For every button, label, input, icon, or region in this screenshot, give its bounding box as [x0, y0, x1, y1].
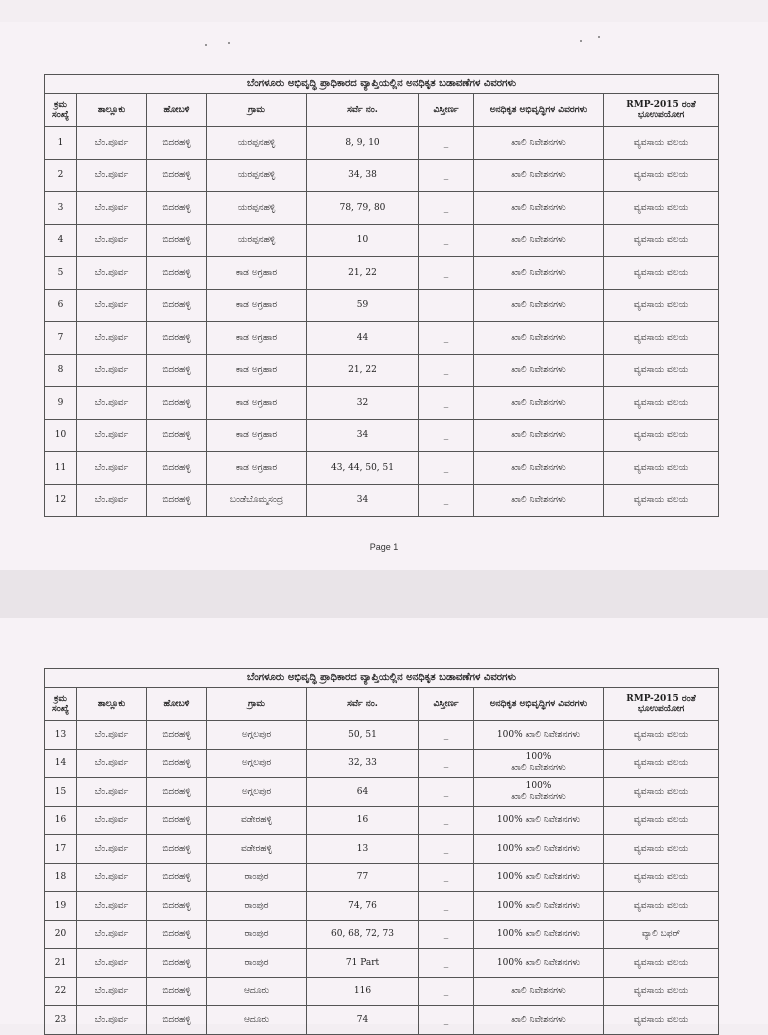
cell-taluk: ಬೆಂ.ಪೂರ್ವ: [77, 749, 147, 778]
cell-hobli: ಬಿದರಹಳ್ಳಿ: [147, 863, 207, 892]
cell-extent: _: [419, 192, 474, 225]
table-row: [45, 484, 719, 517]
cell-hobli: ಬಿದರಹಳ್ಳಿ: [147, 920, 207, 949]
cell-development-details: ಖಾಲಿ ನಿವೇಶನಗಳು: [474, 322, 604, 355]
cell-taluk: ಬೆಂ.ಪೂರ್ವ: [77, 159, 147, 192]
cell-hobli: ಬಿದರಹಳ್ಳಿ: [147, 721, 207, 750]
cell-extent: _: [419, 721, 474, 750]
layouts-table-page-2: [44, 668, 719, 1035]
cell-development-details: 100% ಖಾಲಿ ನಿವೇಶನಗಳು: [474, 721, 604, 750]
header-village: ಗ್ರಾಮ: [207, 94, 307, 127]
table-row: [45, 977, 719, 1006]
cell-extent: _: [419, 949, 474, 978]
cell-village: ರಾಂಪುರ: [207, 892, 307, 921]
cell-hobli: ಬಿದರಹಳ್ಳಿ: [147, 892, 207, 921]
cell-hobli: ಬಿದರಹಳ್ಳಿ: [147, 778, 207, 807]
cell-taluk: ಬೆಂ.ಪೂರ್ವ: [77, 257, 147, 290]
cell-taluk: ಬೆಂ.ಪೂರ್ವ: [77, 419, 147, 452]
cell-survey-no: 64: [307, 778, 419, 807]
cell-serial-no: 23: [45, 1006, 77, 1035]
cell-survey-no: 116: [307, 977, 419, 1006]
header-serial-no: ಕ್ರಮ ಸಂಖ್ಯೆ: [45, 94, 77, 127]
cell-survey-no: 60, 68, 72, 73: [307, 920, 419, 949]
cell-serial-no: 4: [45, 224, 77, 257]
cell-survey-no: 50, 51: [307, 721, 419, 750]
cell-extent: _: [419, 806, 474, 835]
table-title: ಬೆಂಗಳೂರು ಅಭಿವೃದ್ಧಿ ಪ್ರಾಧಿಕಾರದ ವ್ಯಾಪ್ತಿಯಲ್ಲಿನ ಅನಧಿಕೃತ ಬಡಾವಣೆಗಳ ವಿವರಗಳು: [45, 669, 719, 688]
cell-serial-no: 16: [45, 806, 77, 835]
cell-extent: [419, 289, 474, 322]
cell-land-use: ವ್ಯವಸಾಯ ವಲಯ: [604, 289, 719, 322]
cell-serial-no: 14: [45, 749, 77, 778]
table-row: [45, 778, 719, 807]
table-row: [45, 892, 719, 921]
cell-land-use: ವ್ಯವಸಾಯ ವಲಯ: [604, 192, 719, 225]
cell-land-use: ವ್ಯವಸಾಯ ವಲಯ: [604, 749, 719, 778]
cell-land-use: ವ್ಯವಸಾಯ ವಲಯ: [604, 949, 719, 978]
cell-development-details: ಖಾಲಿ ನಿವೇಶನಗಳು: [474, 419, 604, 452]
cell-hobli: ಬಿದರಹಳ್ಳಿ: [147, 749, 207, 778]
cell-land-use: ವ್ಯವಸಾಯ ವಲಯ: [604, 977, 719, 1006]
cell-development-details: 100% ಖಾಲಿ ನಿವೇಶನಗಳು: [474, 949, 604, 978]
table-row: [45, 224, 719, 257]
cell-serial-no: 21: [45, 949, 77, 978]
table-row: [45, 387, 719, 420]
table-row: [45, 159, 719, 192]
cell-taluk: ಬೆಂ.ಪೂರ್ವ: [77, 127, 147, 160]
cell-serial-no: 5: [45, 257, 77, 290]
cell-taluk: ಬೆಂ.ಪೂರ್ವ: [77, 778, 147, 807]
cell-extent: _: [419, 257, 474, 290]
cell-serial-no: 11: [45, 452, 77, 485]
cell-taluk: ಬೆಂ.ಪೂರ್ವ: [77, 322, 147, 355]
page-number: Page 1: [369, 542, 399, 552]
cell-extent: _: [419, 863, 474, 892]
table-row: [45, 322, 719, 355]
cell-extent: _: [419, 322, 474, 355]
cell-survey-no: 74, 76: [307, 892, 419, 921]
cell-village: ಅಗ್ಗಲಪುರ: [207, 749, 307, 778]
scanned-page-2: [0, 618, 768, 1024]
cell-taluk: ಬೆಂ.ಪೂರ್ವ: [77, 387, 147, 420]
cell-survey-no: 13: [307, 835, 419, 864]
cell-taluk: ಬೆಂ.ಪೂರ್ವ: [77, 224, 147, 257]
cell-hobli: ಬಿದರಹಳ್ಳಿ: [147, 484, 207, 517]
cell-village: ಆದೂರು: [207, 1006, 307, 1035]
header-land-use: RMP-2015 ರಂತೆ ಭೂಉಪಯೋಗ: [604, 94, 719, 127]
header-survey-no: ಸರ್ವೆ ನಂ.: [307, 688, 419, 721]
cell-survey-no: 10: [307, 224, 419, 257]
cell-village: ಯರಪ್ಪನಹಳ್ಳಿ: [207, 224, 307, 257]
cell-hobli: ಬಿದರಹಳ್ಳಿ: [147, 354, 207, 387]
cell-extent: _: [419, 419, 474, 452]
cell-hobli: ಬಿದರಹಳ್ಳಿ: [147, 1006, 207, 1035]
cell-land-use: ವ್ಯವಸಾಯ ವಲಯ: [604, 322, 719, 355]
cell-serial-no: 1: [45, 127, 77, 160]
cell-survey-no: 43, 44, 50, 51: [307, 452, 419, 485]
cell-development-details: 100% ಖಾಲಿ ನಿವೇಶನಗಳು: [474, 892, 604, 921]
cell-serial-no: 15: [45, 778, 77, 807]
cell-development-details: ಖಾಲಿ ನಿವೇಶನಗಳು: [474, 127, 604, 160]
cell-land-use: ವ್ಯವಸಾಯ ವಲಯ: [604, 835, 719, 864]
cell-development-details: ಖಾಲಿ ನಿವೇಶನಗಳು: [474, 977, 604, 1006]
table-row: [45, 289, 719, 322]
cell-village: ಯರಪ್ಪನಹಳ್ಳಿ: [207, 192, 307, 225]
table-row: [45, 452, 719, 485]
cell-taluk: ಬೆಂ.ಪೂರ್ವ: [77, 863, 147, 892]
cell-development-details: 100% ಖಾಲಿ ನಿವೇಶನಗಳು: [474, 806, 604, 835]
cell-serial-no: 13: [45, 721, 77, 750]
cell-serial-no: 12: [45, 484, 77, 517]
cell-taluk: ಬೆಂ.ಪೂರ್ವ: [77, 806, 147, 835]
cell-extent: _: [419, 1006, 474, 1035]
cell-village: ಕಾಡ ಅಗ್ರಹಾರ: [207, 257, 307, 290]
cell-survey-no: 74: [307, 1006, 419, 1035]
cell-village: ಯರಪ್ಪನಹಳ್ಳಿ: [207, 159, 307, 192]
page-gap: [0, 570, 768, 618]
table-title: ಬೆಂಗಳೂರು ಅಭಿವೃದ್ಧಿ ಪ್ರಾಧಿಕಾರದ ವ್ಯಾಪ್ತಿಯಲ್ಲಿನ ಅನಧಿಕೃತ ಬಡಾವಣೆಗಳ ವಿವರಗಳು: [45, 75, 719, 94]
cell-extent: _: [419, 977, 474, 1006]
cell-taluk: ಬೆಂ.ಪೂರ್ವ: [77, 920, 147, 949]
cell-village: ವಡೇರಹಳ್ಳಿ: [207, 835, 307, 864]
cell-serial-no: 6: [45, 289, 77, 322]
cell-village: ಕಾಡ ಅಗ್ರಹಾರ: [207, 289, 307, 322]
cell-taluk: ಬೆಂ.ಪೂರ್ವ: [77, 1006, 147, 1035]
cell-development-details: ಖಾಲಿ ನಿವೇಶನಗಳು: [474, 224, 604, 257]
cell-survey-no: 34: [307, 419, 419, 452]
cell-development-details: 100% ಖಾಲಿ ನಿವೇಶನಗಳು: [474, 835, 604, 864]
table-row: [45, 721, 719, 750]
cell-survey-no: 77: [307, 863, 419, 892]
cell-extent: _: [419, 778, 474, 807]
cell-land-use: ವ್ಯವಸಾಯ ವಲಯ: [604, 1006, 719, 1035]
header-extent: ವಿಸ್ತೀರ್ಣ: [419, 688, 474, 721]
cell-village: ಯರಪ್ಪನಹಳ್ಳಿ: [207, 127, 307, 160]
cell-survey-no: 59: [307, 289, 419, 322]
cell-village: ಅಗ್ಗಲಪುರ: [207, 778, 307, 807]
cell-survey-no: 32: [307, 387, 419, 420]
header-serial-no: ಕ್ರಮ ಸಂಖ್ಯೆ: [45, 688, 77, 721]
cell-hobli: ಬಿದರಹಳ್ಳಿ: [147, 806, 207, 835]
header-development-details: ಅನಧಿಕೃತ ಅಭಿವೃದ್ಧಿಗಳ ವಿವರಗಳು: [474, 688, 604, 721]
cell-extent: _: [419, 749, 474, 778]
cell-land-use: ವ್ಯವಸಾಯ ವಲಯ: [604, 778, 719, 807]
cell-village: ವಡೇರಹಳ್ಳಿ: [207, 806, 307, 835]
cell-extent: _: [419, 127, 474, 160]
cell-development-details: ಖಾಲಿ ನಿವೇಶನಗಳು: [474, 354, 604, 387]
table-row: [45, 749, 719, 778]
cell-land-use: ವ್ಯಾಲಿ ಬಫರ್: [604, 920, 719, 949]
cell-serial-no: 19: [45, 892, 77, 921]
cell-survey-no: 21, 22: [307, 257, 419, 290]
header-hobli: ಹೋಬಳಿ: [147, 688, 207, 721]
cell-development-details: ಖಾಲಿ ನಿವೇಶನಗಳು: [474, 484, 604, 517]
cell-land-use: ವ್ಯವಸಾಯ ವಲಯ: [604, 484, 719, 517]
cell-serial-no: 8: [45, 354, 77, 387]
scan-speck: [228, 42, 230, 44]
cell-serial-no: 2: [45, 159, 77, 192]
cell-development-details: ಖಾಲಿ ನಿವೇಶನಗಳು: [474, 452, 604, 485]
cell-hobli: ಬಿದರಹಳ್ಳಿ: [147, 419, 207, 452]
table-row: [45, 835, 719, 864]
scan-speck: [205, 44, 207, 46]
cell-extent: _: [419, 452, 474, 485]
table-row: [45, 192, 719, 225]
cell-extent: _: [419, 835, 474, 864]
cell-survey-no: 34, 38: [307, 159, 419, 192]
cell-development-details: 100% ಖಾಲಿ ನಿವೇಶನಗಳು: [474, 863, 604, 892]
table-row: [45, 419, 719, 452]
table-row: [45, 257, 719, 290]
cell-survey-no: 34: [307, 484, 419, 517]
cell-serial-no: 3: [45, 192, 77, 225]
cell-village: ರಾಂಪುರ: [207, 920, 307, 949]
scanned-page-1: [0, 22, 768, 570]
cell-land-use: ವ್ಯವಸಾಯ ವಲಯ: [604, 892, 719, 921]
cell-extent: _: [419, 224, 474, 257]
cell-village: ರಾಂಪುರ: [207, 863, 307, 892]
cell-serial-no: 9: [45, 387, 77, 420]
cell-land-use: ವ್ಯವಸಾಯ ವಲಯ: [604, 257, 719, 290]
cell-taluk: ಬೆಂ.ಪೂರ್ವ: [77, 289, 147, 322]
cell-village: ಕಾಡ ಅಗ್ರಹಾರ: [207, 387, 307, 420]
cell-survey-no: 44: [307, 322, 419, 355]
cell-hobli: ಬಿದರಹಳ್ಳಿ: [147, 977, 207, 1006]
cell-extent: _: [419, 354, 474, 387]
cell-survey-no: 78, 79, 80: [307, 192, 419, 225]
cell-extent: _: [419, 159, 474, 192]
header-extent: ವಿಸ್ತೀರ್ಣ: [419, 94, 474, 127]
cell-extent: _: [419, 920, 474, 949]
cell-land-use: ವ್ಯವಸಾಯ ವಲಯ: [604, 452, 719, 485]
cell-serial-no: 20: [45, 920, 77, 949]
cell-serial-no: 10: [45, 419, 77, 452]
cell-survey-no: 16: [307, 806, 419, 835]
cell-development-details: ಖಾಲಿ ನಿವೇಶನಗಳು: [474, 159, 604, 192]
header-land-use: RMP-2015 ರಂತೆ ಭೂಉಪಯೋಗ: [604, 688, 719, 721]
cell-development-details: ಖಾಲಿ ನಿವೇಶನಗಳು: [474, 257, 604, 290]
cell-land-use: ವ್ಯವಸಾಯ ವಲಯ: [604, 387, 719, 420]
cell-village: ರಾಂಪುರ: [207, 949, 307, 978]
cell-village: ಕಾಡ ಅಗ್ರಹಾರ: [207, 452, 307, 485]
layouts-table-page-1: [44, 74, 719, 517]
cell-extent: _: [419, 484, 474, 517]
cell-survey-no: 8, 9, 10: [307, 127, 419, 160]
cell-hobli: ಬಿದರಹಳ್ಳಿ: [147, 835, 207, 864]
header-village: ಗ್ರಾಮ: [207, 688, 307, 721]
cell-village: ಕಾಡ ಅಗ್ರಹಾರ: [207, 419, 307, 452]
cell-hobli: ಬಿದರಹಳ್ಳಿ: [147, 127, 207, 160]
cell-land-use: ವ್ಯವಸಾಯ ವಲಯ: [604, 806, 719, 835]
scan-speck: [580, 40, 582, 42]
cell-taluk: ಬೆಂ.ಪೂರ್ವ: [77, 892, 147, 921]
cell-serial-no: 17: [45, 835, 77, 864]
cell-survey-no: 32, 33: [307, 749, 419, 778]
header-survey-no: ಸರ್ವೆ ನಂ.: [307, 94, 419, 127]
cell-land-use: ವ್ಯವಸಾಯ ವಲಯ: [604, 354, 719, 387]
cell-hobli: ಬಿದರಹಳ್ಳಿ: [147, 224, 207, 257]
cell-serial-no: 22: [45, 977, 77, 1006]
cell-development-details: ಖಾಲಿ ನಿವೇಶನಗಳು: [474, 387, 604, 420]
cell-land-use: ವ್ಯವಸಾಯ ವಲಯ: [604, 159, 719, 192]
cell-serial-no: 7: [45, 322, 77, 355]
table-row: [45, 1006, 719, 1035]
table-row: [45, 127, 719, 160]
table-row: [45, 863, 719, 892]
cell-village: ಕಾಡ ಅಗ್ರಹಾರ: [207, 354, 307, 387]
cell-hobli: ಬಿದರಹಳ್ಳಿ: [147, 192, 207, 225]
cell-land-use: ವ್ಯವಸಾಯ ವಲಯ: [604, 127, 719, 160]
table-row: [45, 806, 719, 835]
cell-serial-no: 18: [45, 863, 77, 892]
table-row: [45, 354, 719, 387]
scan-speck: [598, 36, 600, 38]
cell-hobli: ಬಿದರಹಳ್ಳಿ: [147, 257, 207, 290]
cell-taluk: ಬೆಂ.ಪೂರ್ವ: [77, 835, 147, 864]
cell-survey-no: 71 Part: [307, 949, 419, 978]
header-development-details: ಅನಧಿಕೃತ ಅಭಿವೃದ್ಧಿಗಳ ವಿವರಗಳು: [474, 94, 604, 127]
cell-development-details: 100% ಖಾಲಿ ನಿವೇಶನಗಳು: [474, 920, 604, 949]
cell-land-use: ವ್ಯವಸಾಯ ವಲಯ: [604, 721, 719, 750]
cell-land-use: ವ್ಯವಸಾಯ ವಲಯ: [604, 224, 719, 257]
cell-taluk: ಬೆಂ.ಪೂರ್ವ: [77, 452, 147, 485]
cell-hobli: ಬಿದರಹಳ್ಳಿ: [147, 322, 207, 355]
cell-development-details: ಖಾಲಿ ನಿವೇಶನಗಳು: [474, 289, 604, 322]
header-taluk: ತಾಲ್ಲೂಕು: [77, 688, 147, 721]
header-hobli: ಹೋಬಳಿ: [147, 94, 207, 127]
cell-village: ಬಂಡೆಬೊಮ್ಮಸಂದ್ರ: [207, 484, 307, 517]
cell-development-details: ಖಾಲಿ ನಿವೇಶನಗಳು: [474, 1006, 604, 1035]
cell-taluk: ಬೆಂ.ಪೂರ್ವ: [77, 949, 147, 978]
cell-survey-no: 21, 22: [307, 354, 419, 387]
table-row: [45, 920, 719, 949]
cell-taluk: ಬೆಂ.ಪೂರ್ವ: [77, 977, 147, 1006]
cell-taluk: ಬೆಂ.ಪೂರ್ವ: [77, 721, 147, 750]
cell-extent: _: [419, 387, 474, 420]
cell-hobli: ಬಿದರಹಳ್ಳಿ: [147, 949, 207, 978]
cell-village: ಕಾಡ ಅಗ್ರಹಾರ: [207, 322, 307, 355]
cell-hobli: ಬಿದರಹಳ್ಳಿ: [147, 289, 207, 322]
cell-land-use: ವ್ಯವಸಾಯ ವಲಯ: [604, 863, 719, 892]
cell-development-details: 100% ಖಾಲಿ ನಿವೇಶನಗಳು: [474, 749, 604, 778]
cell-land-use: ವ್ಯವಸಾಯ ವಲಯ: [604, 419, 719, 452]
cell-taluk: ಬೆಂ.ಪೂರ್ವ: [77, 484, 147, 517]
cell-hobli: ಬಿದರಹಳ್ಳಿ: [147, 452, 207, 485]
cell-development-details: 100% ಖಾಲಿ ನಿವೇಶನಗಳು: [474, 778, 604, 807]
table-row: [45, 949, 719, 978]
cell-hobli: ಬಿದರಹಳ್ಳಿ: [147, 387, 207, 420]
header-taluk: ತಾಲ್ಲೂಕು: [77, 94, 147, 127]
cell-hobli: ಬಿದರಹಳ್ಳಿ: [147, 159, 207, 192]
cell-extent: _: [419, 892, 474, 921]
cell-taluk: ಬೆಂ.ಪೂರ್ವ: [77, 192, 147, 225]
cell-development-details: ಖಾಲಿ ನಿವೇಶನಗಳು: [474, 192, 604, 225]
cell-taluk: ಬೆಂ.ಪೂರ್ವ: [77, 354, 147, 387]
cell-village: ಅಗ್ಗಲಪುರ: [207, 721, 307, 750]
cell-village: ಆದೂರು: [207, 977, 307, 1006]
